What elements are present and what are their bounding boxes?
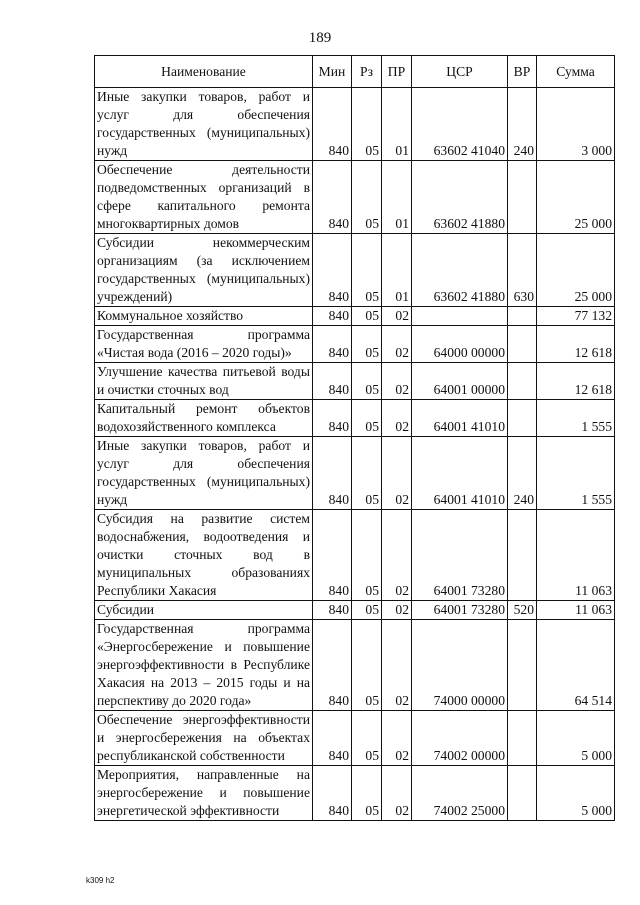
row-vr (508, 161, 537, 234)
budget-table (94, 55, 615, 821)
row-sum: 3 000 (537, 88, 615, 161)
row-pr: 02 (382, 510, 412, 601)
row-name: Мероприятия, направленные на энергосбережение и повышение энергетической эффективности (95, 766, 313, 821)
row-min: 840 (313, 307, 352, 326)
row-rz: 05 (352, 326, 382, 363)
row-rz: 05 (352, 620, 382, 711)
row-sum: 5 000 (537, 766, 615, 821)
row-rz: 05 (352, 363, 382, 400)
row-rz: 05 (352, 711, 382, 766)
row-min: 840 (313, 601, 352, 620)
column-header-rz: Рз (352, 56, 382, 88)
row-vr: 520 (508, 601, 537, 620)
row-csr: 63602 41880 (412, 161, 508, 234)
row-vr: 240 (508, 88, 537, 161)
footer-code: k309 h2 (86, 876, 115, 885)
row-rz: 05 (352, 88, 382, 161)
table-row (95, 307, 615, 326)
row-name: Государственная программа «Чистая вода (2016 – 2020 годы)» (95, 326, 313, 363)
column-header-vr: ВР (508, 56, 537, 88)
row-sum: 25 000 (537, 234, 615, 307)
row-sum: 11 063 (537, 601, 615, 620)
row-name: Иные закупки товаров, работ и услуг для обеспечения государственных (муниципальных) нужд (95, 437, 313, 510)
row-min: 840 (313, 510, 352, 601)
row-csr: 74002 25000 (412, 766, 508, 821)
row-pr: 02 (382, 326, 412, 363)
table-row (95, 711, 615, 766)
column-header-name: Наименование (95, 56, 313, 88)
table-row (95, 363, 615, 400)
row-rz: 05 (352, 400, 382, 437)
row-vr (508, 766, 537, 821)
row-rz: 05 (352, 234, 382, 307)
row-min: 840 (313, 766, 352, 821)
table-row (95, 234, 615, 307)
row-name: Обеспечение деятельности подведомственных организаций в сфере капитального ремонта многоквартирных домов (95, 161, 313, 234)
row-min: 840 (313, 234, 352, 307)
row-min: 840 (313, 711, 352, 766)
table-row (95, 88, 615, 161)
row-pr: 02 (382, 711, 412, 766)
row-name: Капитальный ремонт объектов водохозяйственного комплекса (95, 400, 313, 437)
row-min: 840 (313, 620, 352, 711)
column-header-min: Мин (313, 56, 352, 88)
page-number: 189 (308, 30, 332, 46)
column-header-csr: ЦСР (412, 56, 508, 88)
table-row (95, 601, 615, 620)
row-sum: 1 555 (537, 400, 615, 437)
row-csr: 64001 73280 (412, 510, 508, 601)
column-header-pr: ПР (382, 56, 412, 88)
row-vr (508, 510, 537, 601)
row-pr: 02 (382, 601, 412, 620)
row-sum: 77 132 (537, 307, 615, 326)
table-row (95, 620, 615, 711)
row-vr (508, 363, 537, 400)
table-row (95, 510, 615, 601)
table-row (95, 161, 615, 234)
row-csr: 64001 73280 (412, 601, 508, 620)
table-row (95, 326, 615, 363)
row-csr: 64001 41010 (412, 400, 508, 437)
row-pr: 02 (382, 766, 412, 821)
row-pr: 02 (382, 363, 412, 400)
row-min: 840 (313, 437, 352, 510)
row-name: Иные закупки товаров, работ и услуг для обеспечения государственных (муниципальных) нужд (95, 88, 313, 161)
row-sum: 5 000 (537, 711, 615, 766)
row-vr: 240 (508, 437, 537, 510)
row-sum: 25 000 (537, 161, 615, 234)
row-csr (412, 307, 508, 326)
row-csr: 64001 41010 (412, 437, 508, 510)
row-min: 840 (313, 326, 352, 363)
row-pr: 02 (382, 437, 412, 510)
row-vr (508, 400, 537, 437)
row-sum: 12 618 (537, 363, 615, 400)
row-name: Субсидия на развитие систем водоснабжения, водоотведения и очистки сточных вод в муниципальных образованиях Республики Хакасия (95, 510, 313, 601)
row-vr (508, 711, 537, 766)
row-name: Коммунальное хозяйство (95, 307, 313, 326)
row-sum: 11 063 (537, 510, 615, 601)
table-header-row (95, 56, 615, 88)
row-vr (508, 307, 537, 326)
row-name: Субсидии некоммерческим организациям (за исключением государственных (муниципальных) учреждений) (95, 234, 313, 307)
row-min: 840 (313, 88, 352, 161)
row-min: 840 (313, 400, 352, 437)
table-row (95, 766, 615, 821)
row-pr: 01 (382, 161, 412, 234)
row-csr: 64001 00000 (412, 363, 508, 400)
row-pr: 01 (382, 88, 412, 161)
row-min: 840 (313, 363, 352, 400)
row-rz: 05 (352, 437, 382, 510)
row-rz: 05 (352, 510, 382, 601)
row-csr: 64000 00000 (412, 326, 508, 363)
row-pr: 02 (382, 620, 412, 711)
row-csr: 74002 00000 (412, 711, 508, 766)
row-sum: 64 514 (537, 620, 615, 711)
row-pr: 01 (382, 234, 412, 307)
row-csr: 63602 41880 (412, 234, 508, 307)
table-row (95, 400, 615, 437)
row-name: Государственная программа «Энергосбережение и повышение энергоэффективности в Республике Хакасия на 2013 – 2015 годы и на перспективу до 2020 года» (95, 620, 313, 711)
row-rz: 05 (352, 766, 382, 821)
row-vr (508, 326, 537, 363)
row-name: Субсидии (95, 601, 313, 620)
row-pr: 02 (382, 400, 412, 437)
row-vr: 630 (508, 234, 537, 307)
row-rz: 05 (352, 307, 382, 326)
row-sum: 1 555 (537, 437, 615, 510)
row-name: Улучшение качества питьевой воды и очистки сточных вод (95, 363, 313, 400)
row-min: 840 (313, 161, 352, 234)
column-header-sum: Сумма (537, 56, 615, 88)
row-sum: 12 618 (537, 326, 615, 363)
table-row (95, 437, 615, 510)
table-body (95, 88, 615, 821)
row-csr: 74000 00000 (412, 620, 508, 711)
row-rz: 05 (352, 161, 382, 234)
row-rz: 05 (352, 601, 382, 620)
row-csr: 63602 41040 (412, 88, 508, 161)
row-vr (508, 620, 537, 711)
row-name: Обеспечение энергоэффективности и энергосбережения на объектах республиканской собственности (95, 711, 313, 766)
row-pr: 02 (382, 307, 412, 326)
